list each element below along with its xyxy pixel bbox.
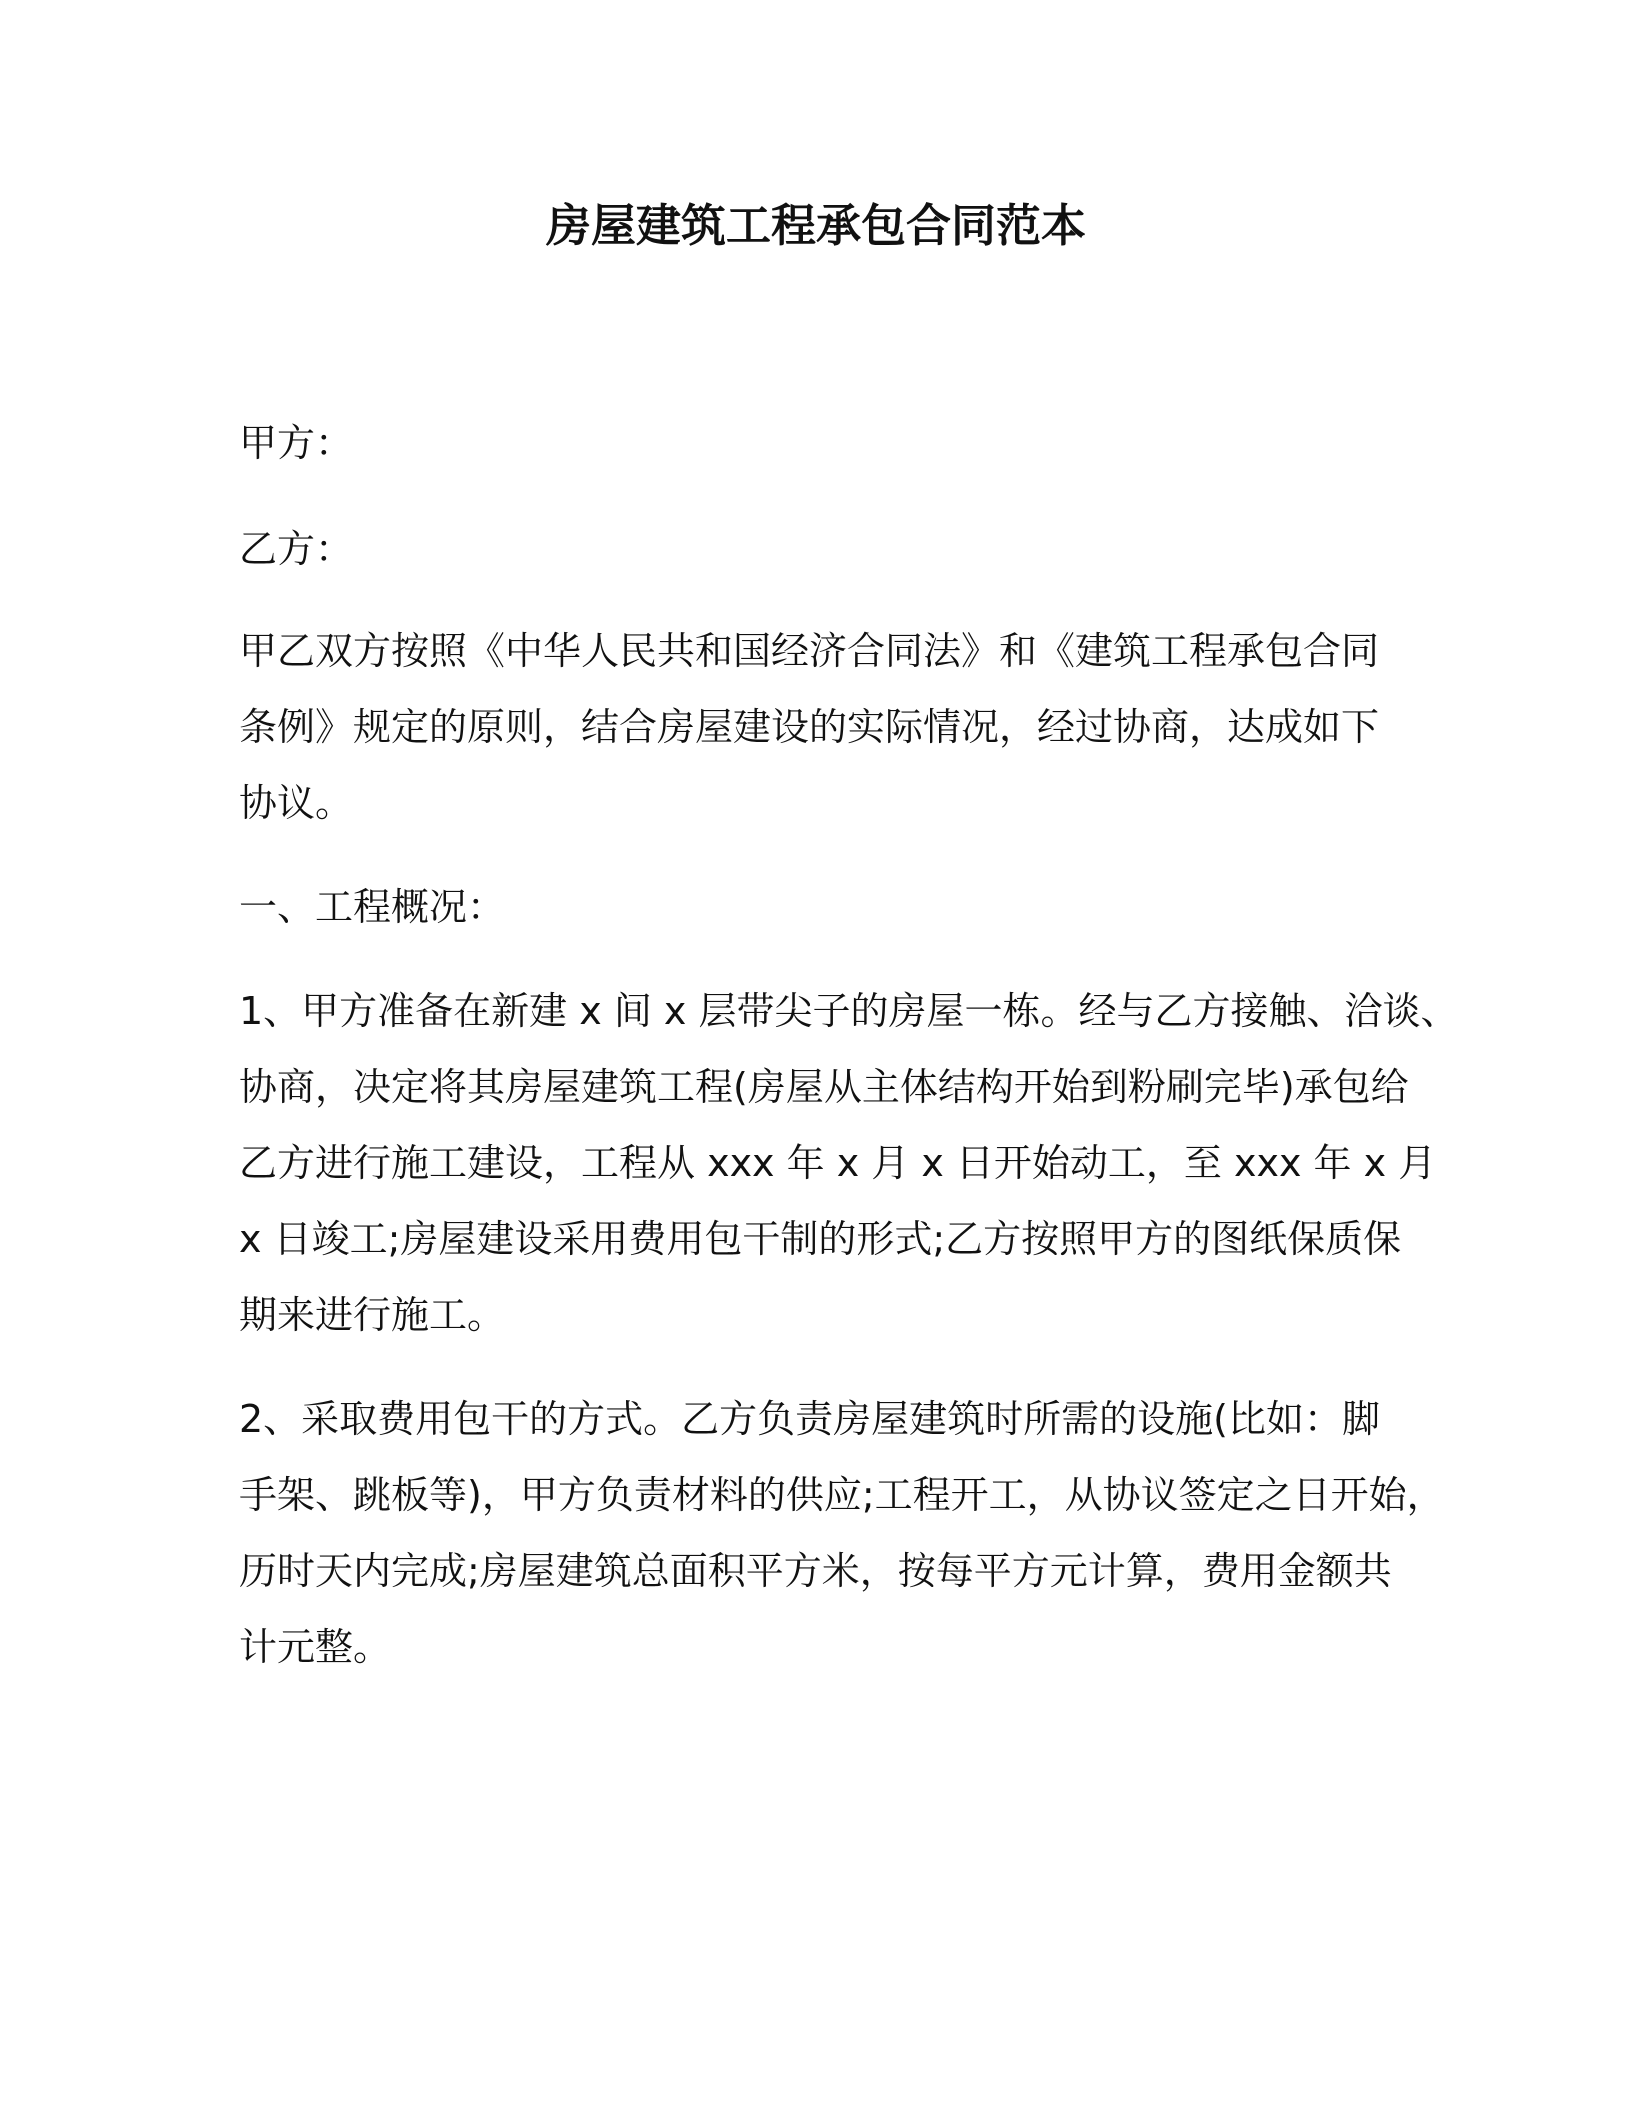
party-b-label: 乙方： [239, 527, 354, 571]
clause-1-line: x 日竣工;房屋建设采用费用包干制的形式;乙方按照甲方的图纸保质保 [239, 1217, 1402, 1261]
intro-line: 条例》规定的原则，结合房屋建设的实际情况，经过协商，达成如下 [239, 705, 1380, 749]
document-title: 房屋建筑工程承包合同范本 [545, 199, 1086, 252]
clause-1-line: 乙方进行施工建设，工程从 xxx 年 x 月 x 日开始动工，至 xxx 年 x 月 [239, 1141, 1437, 1185]
party-a-label: 甲方： [239, 421, 354, 465]
clause-1-line: 协商，决定将其房屋建筑工程(房屋从主体结构开始到粉刷完毕)承包给 [239, 1065, 1409, 1109]
clause-2-line: 手架、跳板等)，甲方负责材料的供应;工程开工，从协议签定之日开始， [239, 1473, 1445, 1517]
clause-2-line: 2、采取费用包干的方式。乙方负责房屋建筑时所需的设施(比如：脚 [239, 1397, 1381, 1441]
clause-2-line: 计元整。 [239, 1625, 392, 1669]
intro-line: 协议。 [239, 781, 354, 825]
clause-1-line: 1、甲方准备在新建 x 间 x 层带尖子的房屋一栋。经与乙方接触、洽谈、 [239, 989, 1459, 1033]
intro-line: 甲乙双方按照《中华人民共和国经济合同法》和《建筑工程承包合同 [239, 629, 1380, 673]
clause-1-line: 期来进行施工。 [239, 1293, 506, 1337]
clause-2-line: 历时天内完成;房屋建筑总面积平方米，按每平方元计算，费用金额共 [239, 1549, 1392, 1593]
section-heading: 一、工程概况： [239, 885, 506, 929]
